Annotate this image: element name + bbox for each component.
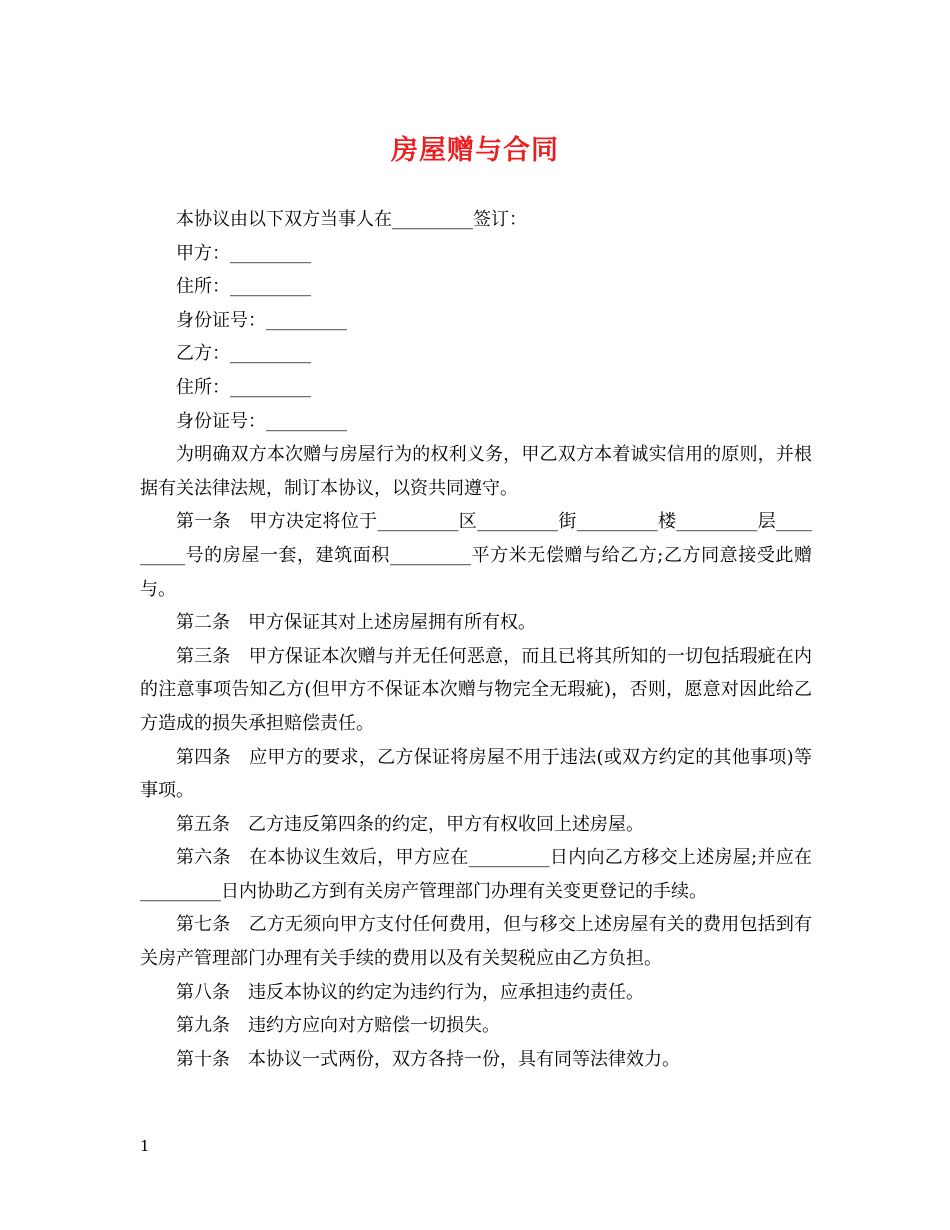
paragraph-purpose: 为明确双方本次赠与房屋行为的权利义务，甲乙双方本着诚实信用的原则，并根据有关法律法规，制订本协议，以资共同遵守。 [140,444,812,499]
paragraph-article-5: 第五条 乙方违反第四条的约定，甲方有权收回上述房屋。 [176,813,644,835]
paragraph-article-1: 第一条 甲方决定将位于_________区_________街_________楼_________层_________号的房屋一套，建筑面积_________平方米无偿赠与给乙方;乙方同意接受此赠与。 [140,511,812,600]
page-number: 1 [140,1137,150,1155]
paragraph-intro: 本协议由以下双方当事人在_________签订： [176,209,527,230]
paragraph-party-a-address: 住所：_________ [176,276,311,298]
document-body [140,203,812,1076]
paragraph-article-6: 第六条 在本协议生效后，甲方应在_________日内向乙方移交上述房屋;并应在_________日内协助乙方到有关房产管理部门办理有关变更登记的手续。 [140,847,812,902]
paragraph-party-b-id: 身份证号：_________ [176,410,347,432]
document-title: 房屋赠与合同 [391,135,559,166]
paragraph-article-8: 第八条 违反本协议的约定为违约行为，应承担违约责任。 [176,981,644,1003]
paragraph-party-b-address: 住所：_________ [176,376,311,398]
paragraph-article-3: 第三条 甲方保证本次赠与并无任何恶意，而且已将其所知的一切包括瑕疵在内的注意事项告知乙方(但甲方不保证本次赠与物完全无瑕疵)，否则，愿意对因此给乙方造成的损失承担赔偿责任。 [140,645,812,734]
paragraph-party-a: 甲方：_________ [176,242,311,264]
paragraph-party-a-id: 身份证号：_________ [176,309,347,331]
paragraph-article-10: 第十条 本协议一式两份，双方各持一份，具有同等法律效力。 [176,1048,680,1070]
paragraph-article-9: 第九条 违约方应向对方赔偿一切损失。 [176,1015,500,1037]
paragraph-party-b: 乙方：_________ [176,343,311,365]
paragraph-article-2: 第二条 甲方保证其对上述房屋拥有所有权。 [176,612,536,634]
paragraph-article-7: 第七条 乙方无须向甲方支付任何费用，但与移交上述房屋有关的费用包括到有关房产管理部门办理有关手续的费用以及有关契税应由乙方负担。 [140,914,812,970]
paragraph-article-4: 第四条 应甲方的要求，乙方保证将房屋不用于违法(或双方约定的其他事项)等事项。 [140,746,812,802]
